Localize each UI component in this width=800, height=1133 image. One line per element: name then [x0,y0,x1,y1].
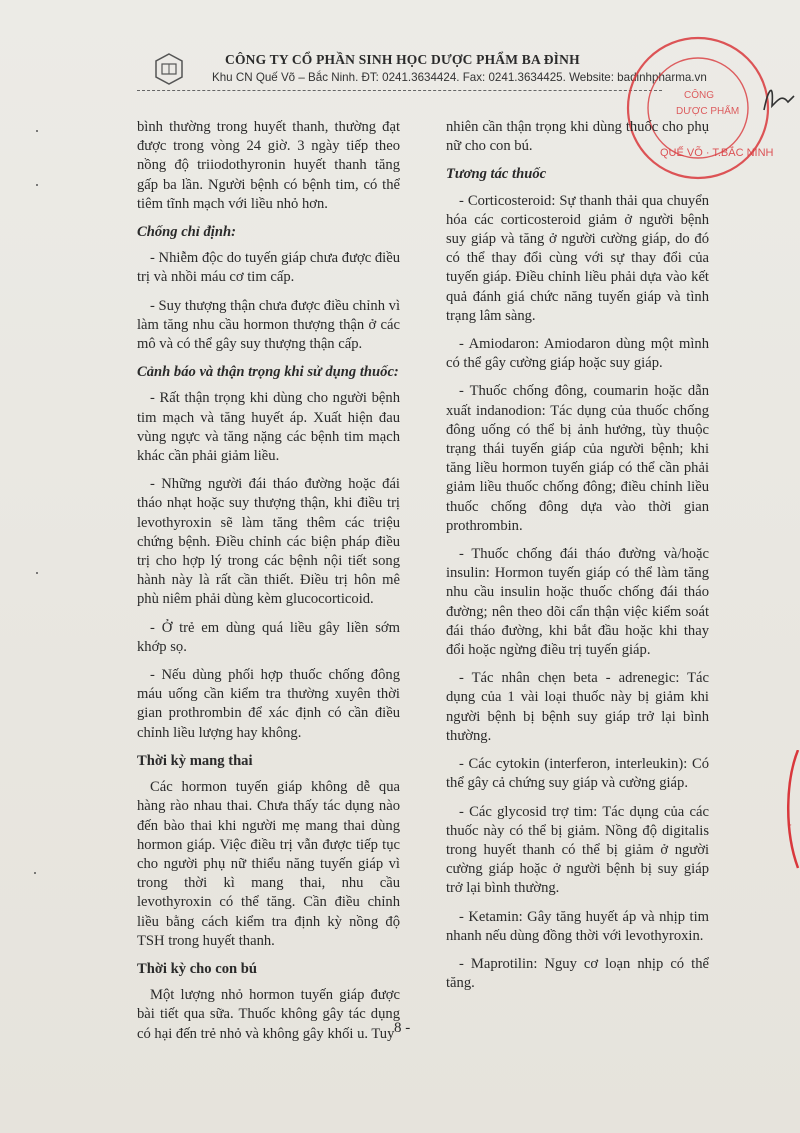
header-divider [137,90,662,91]
scan-speck [36,130,38,132]
paragraph: - Amiodaron: Amiodaron dùng một mình có thể gây cường giáp hoặc suy giáp. [446,336,709,372]
svg-text:CÔNG: CÔNG [684,90,714,101]
section-heading: Tương tác thuốc [446,166,547,183]
paragraph: - Suy thượng thận chưa được điều chỉnh vì làm tăng nhu cầu hormon thượng thận ở các mô và có thể gây suy thượng thận cấp. [137,297,400,353]
company-logo-icon [152,52,186,86]
scan-speck [36,572,38,574]
right-column [446,118,709,1002]
section-heading: Chống chỉ định: [137,224,236,241]
paragraph: - Rất thận trọng khi dùng cho người bệnh tim mạch và tăng huyết áp. Xuất hiện đau vùng ngực và tăng nặng các bệnh tim mạch khác cần phải giảm liều. [137,390,400,465]
paragraph: - Các cytokin (interferon, interleukin): Có thể gây cả chứng suy giáp và cường giáp. [446,756,709,792]
scan-speck [34,872,36,874]
paragraph: - Các glycosid trợ tim: Tác dụng của các thuốc này có thể bị giảm. Nồng độ digitalis trong huyết thanh có thể bị giảm ở người cường giáp hoặc ở người bệnh bị suy giáp trở lại bình thường. [446,803,709,897]
company-name: CÔNG TY CỔ PHẦN SINH HỌC DƯỢC PHẨM BA ĐÌNH [225,52,580,67]
paragraph: - Maprotilin: Nguy cơ loạn nhịp có thể tăng. [446,955,709,992]
paragraph: Một lượng nhỏ hormon tuyến giáp được bài tiết qua sữa. Thuốc không gây tác dụng có hại đến trẻ nhỏ và không gây khối u. Tuy [137,987,400,1042]
paragraph: - Thuốc chống đái tháo đường và/hoặc insulin: Hormon tuyến giáp có thể làm tăng nhu cầu insulin hoặc thuốc chống đái tháo đường; nên theo dõi cẩn thận việc kiểm soát đái tháo đường, khi bắt đầu hoặc khi thay đổi hoặc ngừng điều trị tuyến giáp. [446,546,709,659]
paragraph: - Ketamin: Gây tăng huyết áp và nhịp tim nhanh nếu dùng đồng thời với levothyroxin. [446,908,709,944]
paragraph: nhiên cần thận trọng khi dùng thuốc cho phụ nữ cho con bú. [446,119,709,155]
svg-text:QUẾ VÕ · T.BẮC NINH: QUẾ VÕ · T.BẮC NINH [660,147,774,159]
svg-text:r: r [788,822,792,833]
paragraph: Các hormon tuyến giáp không dễ qua hàng rào nhau thai. Chưa thấy tác dụng nào đến bào thai khi người mẹ mang thai dùng hormon giáp. Việc điều trị vẫn được tiếp tục cho người phụ nữ thiểu năng tuyến giáp vì trong thời kì mang thai, nhu cầu levothyroxin có thể tăng. Cần điều chỉnh liều bằng cách kiểm tra định kỳ nồng độ TSH trong huyết thanh. [137,779,400,949]
paragraph: - Corticosteroid: Sự thanh thải qua chuyển hóa các corticosteroid giảm ở người bệnh suy giáp và tăng ở người cường giáp, do đó có thể thay đổi cùng với sự thay đổi của tuyến giáp. Điều chỉnh liều phải dựa vào kết quả đánh giá chức năng tuyến giáp và tình trạng lâm sàng. [446,192,709,324]
section-heading: Thời kỳ mang thai [137,752,253,769]
paragraph: - Những người đái tháo đường hoặc đái tháo nhạt hoặc suy thượng thận, khi điều trị levothyroxin sẽ làm tăng thêm các triệu chứng bệnh. Điều chỉnh các biện pháp điều trị cho hợp lý trong các bệnh nội tiết song hành này là rất cần thiết. Điều trị hôn mê phù niêm phải dùng kèm glucocorticoid. [137,476,400,608]
left-column [137,118,400,1053]
signature-mark [758,70,798,130]
paragraph: - Thuốc chống đông, coumarin hoặc dẫn xuất indanodion: Tác dụng của thuốc chống đông uống có thể bị ảnh hưởng, tùy thuộc trạng thái tuyến giáp của người bệnh; khi tăng liều hormon tuyến giáp có thể cần phải giảm liều thuốc chống đông; điều chỉnh liều thuốc chống đông dựa vào thời gian prothrombin. [446,383,709,534]
edge-stamp-fragment [778,750,800,870]
section-heading: Cảnh báo và thận trọng khi sử dụng thuốc: [137,364,399,381]
section-heading: Thời kỳ cho con bú [137,960,258,977]
paragraph: - Tác nhân chẹn beta - adrenegic: Tác dụng của 1 vài loại thuốc này bị giảm khi người bệnh bị bệnh suy giáp trở lại bình thường. [446,670,709,744]
paragraph: - Nhiễm độc do tuyến giáp chưa được điều trị và nhồi máu cơ tim cấp. [137,250,400,286]
svg-text:DƯỢC PHẨM: DƯỢC PHẨM [676,106,740,117]
paragraph: bình thường trong huyết thanh, thường đạt được trong vòng 24 giờ. 3 ngày tiếp theo nồng độ triiodothyronin huyết thanh tăng gấp ba lần. Người bệnh có bệnh tim, có thể tiêm tĩnh mạch với liều nhỏ hơn. [137,119,400,212]
scan-speck [36,184,38,186]
page-number: 8 - [394,1020,411,1036]
paragraph: - Ở trẻ em dùng quá liều gây liền sớm khớp sọ. [137,619,400,655]
company-address: Khu CN Quế Võ – Bắc Ninh. ĐT: 0241.3634424. Fax: 0241.3634425. Website: badinhpharma.vn [212,71,707,84]
paragraph: - Nếu dùng phối hợp thuốc chống đông máu uống cần kiểm tra thường xuyên thời gian prothrombin để xác định có cần điều chỉnh liều lượng hay không. [137,667,400,741]
